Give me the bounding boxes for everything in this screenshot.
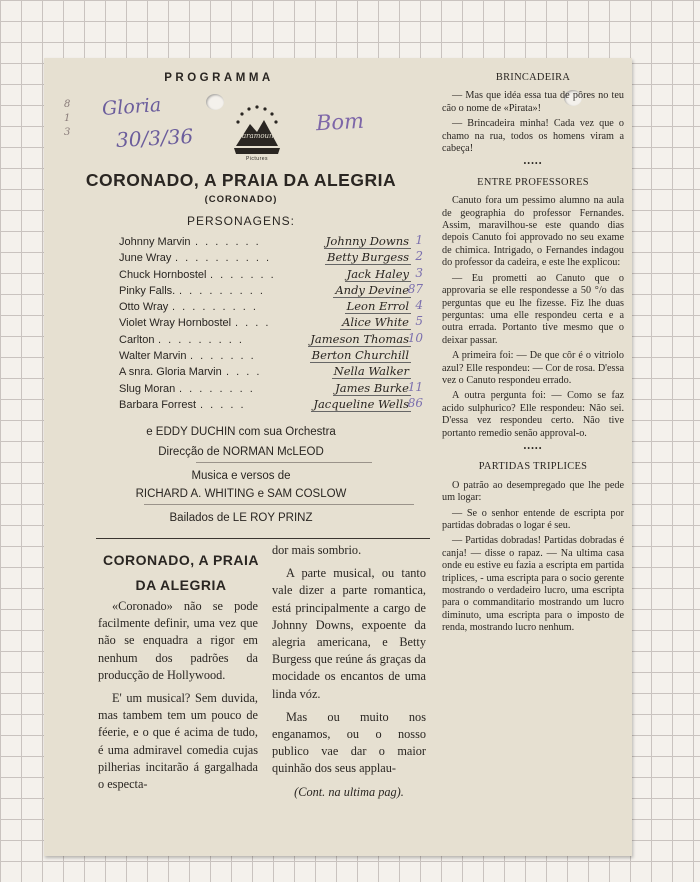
cast-leader-dots: . . . . . . . [190, 350, 256, 363]
cast-role: Walter Marvin [119, 350, 187, 363]
cast-role: Slug Moran [119, 382, 176, 395]
direction-credit: Direcção de NORMAN McLEOD [158, 446, 324, 458]
cast-pencil-mark: 5 [415, 314, 423, 329]
orchestra-credit: e EDDY DUCHIN com sua Orchestra [146, 426, 336, 438]
professores-p3: A primeira foi: — De que côr é o vitriolo azul? Elle respondeu: — Cor de rosa. D'essa vez o Canuto respondeu errado. [442, 350, 624, 386]
music-credit: RICHARD A. WHITING e SAM COSLOW [135, 488, 347, 500]
cast-actor: Betty Burgess [327, 250, 409, 265]
partidas-heading: PARTIDAS TRIPLICES [478, 461, 588, 473]
handwritten-comment: Bom [315, 108, 365, 136]
cast-row [119, 249, 423, 266]
cast-row [119, 298, 423, 315]
programma-header: PROGRAMMA [164, 72, 274, 84]
continued-note: (Cont. na ultima pag). [294, 784, 404, 799]
partidas-p3: — Partidas dobradas! Partidas dobradas é canja! — disse o rapaz. — Na ultima casa onde eu estive eu fazia a escripta em partida triplices, - uma escripta para o socio gerente mostrando o verdadeiro lucro, uma escripta para o commanditario mostrando um lucro diminuto, uma escripta para o imposto de renda, mostrando lucro nenhum. [442, 535, 624, 634]
cast-pencil-mark: 10 [407, 330, 423, 345]
cast-row [119, 281, 423, 299]
cast-role: Johnny Marvin [119, 236, 191, 248]
separator-2: ••••• [523, 443, 543, 453]
cast-row [119, 330, 423, 348]
article-col2-p1: dor mais sombrio. [272, 543, 362, 557]
article-col1 [98, 598, 258, 799]
separator-1: ••••• [523, 159, 543, 169]
professores-p2: — Eu prometti ao Canuto que o approvaria se elle respondesse a 50 °/o das perguntas que eu lhe fizesse. Fiz lhe duas perguntas: uma elle respondeu certa e a outra errada. Portanto tive mesmo que o deixar passar. [442, 272, 624, 346]
professores-heading: ENTRE PROFESSORES [477, 176, 589, 188]
cast-actor: Leon Errol [346, 299, 409, 314]
cast-row [119, 314, 423, 331]
cast-pencil-mark: 1 [415, 233, 423, 247]
cast-actor: James Burke [335, 380, 409, 395]
cast-row [119, 364, 419, 380]
handwritten-date: 30/3/36 [115, 123, 194, 153]
cast-pencil-mark: 11 [407, 379, 423, 394]
cast-role: Violet Wray Hornbostel [119, 317, 232, 330]
cast-actor: Jameson Thomas [310, 331, 409, 346]
cast-role: Barbara Forrest [119, 398, 197, 411]
cast-role: A snra. Gloria Marvin [119, 366, 222, 379]
cast-pencil-mark: 86 [407, 395, 423, 410]
article-title-line1: CORONADO, A PRAIA [102, 552, 260, 568]
article-top-rule [96, 538, 430, 539]
program-sheet [44, 58, 632, 856]
logo-brand: Paramount [237, 132, 277, 140]
article-title-line2: DA ALEGRIA [135, 577, 227, 593]
article-col2-p3: Mas ou muito nos enganamos, ou o nosso publico vae dar o maior quinhão dos seus applau- [272, 709, 426, 776]
cast-row [119, 233, 423, 250]
margin-marks: 8 1 3 [64, 99, 71, 138]
cast-pencil-mark: 87 [407, 281, 423, 296]
direction-underline [196, 462, 372, 463]
cast-row [119, 379, 423, 397]
cast-actor: Jacqueline Wells [313, 396, 409, 411]
brincadeira-p1: — Mas que idéa essa tua de pôres no teu cão o nome de «Pirata»! [442, 90, 624, 114]
cast-actor: Andy Devine [335, 282, 409, 297]
article-col1-p1: «Coronado» não se pode facilmente definir, uma vez que não se enquadra a rigor em nenhum dos padrões da producção de Hollywood. [98, 599, 258, 682]
dance-credit: Bailados de LE ROY PRINZ [169, 512, 313, 524]
music-label: Musica e versos de [191, 470, 291, 482]
cast-leader-dots: . . . . . . . . . [172, 301, 258, 314]
brincadeira-heading: BRINCADEIRA [495, 72, 571, 83]
cast-leader-dots: . . . . [235, 317, 271, 330]
right-column [442, 72, 624, 638]
cast-leader-dots: . . . . . . . . [179, 382, 255, 395]
partidas-p2: — Se o senhor entende de escripta por partidas dobradas o logar é seu. [442, 507, 624, 531]
cast-role: Chuck Hornbostel [119, 268, 207, 281]
cast-actor: Alice White [342, 315, 409, 330]
punch-hole-left [206, 94, 224, 110]
cast-leader-dots: . . . . . . . [195, 236, 261, 248]
partidas-p1: O patrão ao desempregado que lhe pede um logar: [442, 479, 624, 504]
cast-pencil-mark: 2 [415, 249, 423, 264]
cast-leader-dots: . . . . . . . . . [179, 284, 265, 297]
cast-pencil-mark: 4 [415, 298, 423, 313]
cast-role: Otto Wray [119, 301, 169, 314]
cast-leader-dots: . . . . . . . . . . [175, 252, 272, 265]
cast-role: Carlton [119, 333, 155, 346]
cast-role: June Wray [119, 252, 172, 265]
page-title: CORONADO, A PRAIA DA ALEGRIA [85, 170, 397, 190]
cast-leader-dots: . . . . . . . . . [158, 333, 244, 346]
cast-actor: Berton Churchill [311, 348, 409, 363]
cast-pencil-mark: 3 [415, 265, 423, 280]
cast-actor: Nella Walker [333, 364, 409, 379]
paramount-mountain-logo [232, 102, 282, 158]
cast-actor: Johnny Downs [325, 234, 409, 248]
music-underline [144, 504, 414, 505]
cast-role: Pinky Falls. [119, 284, 176, 297]
handwritten-name: Gloria [101, 93, 162, 121]
cast-leader-dots: . . . . . [200, 398, 246, 411]
cast-row [119, 395, 423, 413]
cast-actor: Jack Haley [346, 266, 409, 281]
article-col1-p2: E' um musical? Sem duvida, mas tambem tem um pouco de féerie, e o que é acima de tudo, é uma admiravel comedia cujas pilherias incitarão á gargalhada o especta- [98, 691, 258, 792]
professores-p4: A outra pergunta foi: — Como se faz acido sulphurico? Elle respondeu: Não sei. D'essa vez respondeu certo. Não tive portanto remedio senão approval-o. [442, 390, 624, 439]
article-col2 [272, 542, 426, 801]
professores-p1: Canuto fora um pessimo alumno na aula de geographia do professor Fernandes. Assim, maravilhou-se este quando dias depois Canuto foi approvado no seu exame de chimica. Intrigado, o Fernandes indagou do professor da cadeira, e este lhe explicou: [442, 195, 624, 269]
article-col2-p2: A parte musical, ou tanto vale dizer a parte romantica, está principalmente a cargo de Johnny Downs, expoente da alegria americana, e Betty Burgess que reúne ás graças da mocidade os encantos de uma linda vóz. [272, 566, 426, 701]
cast-row [119, 265, 423, 283]
logo-sub: Pictures [245, 156, 269, 162]
cast-leader-dots: . . . . [226, 366, 262, 379]
cast-list [119, 233, 423, 413]
brincadeira-p2: — Brincadeira minha! Cada vez que o chamo na rua, todos os homens viram a cabeça! [442, 118, 624, 155]
page-subtitle: (CORONADO) [204, 194, 278, 205]
cast-row [119, 348, 419, 364]
article-title [96, 548, 266, 598]
cast-leader-dots: . . . . . . . [210, 268, 276, 281]
personagens-label: PERSONAGENS: [186, 214, 296, 228]
